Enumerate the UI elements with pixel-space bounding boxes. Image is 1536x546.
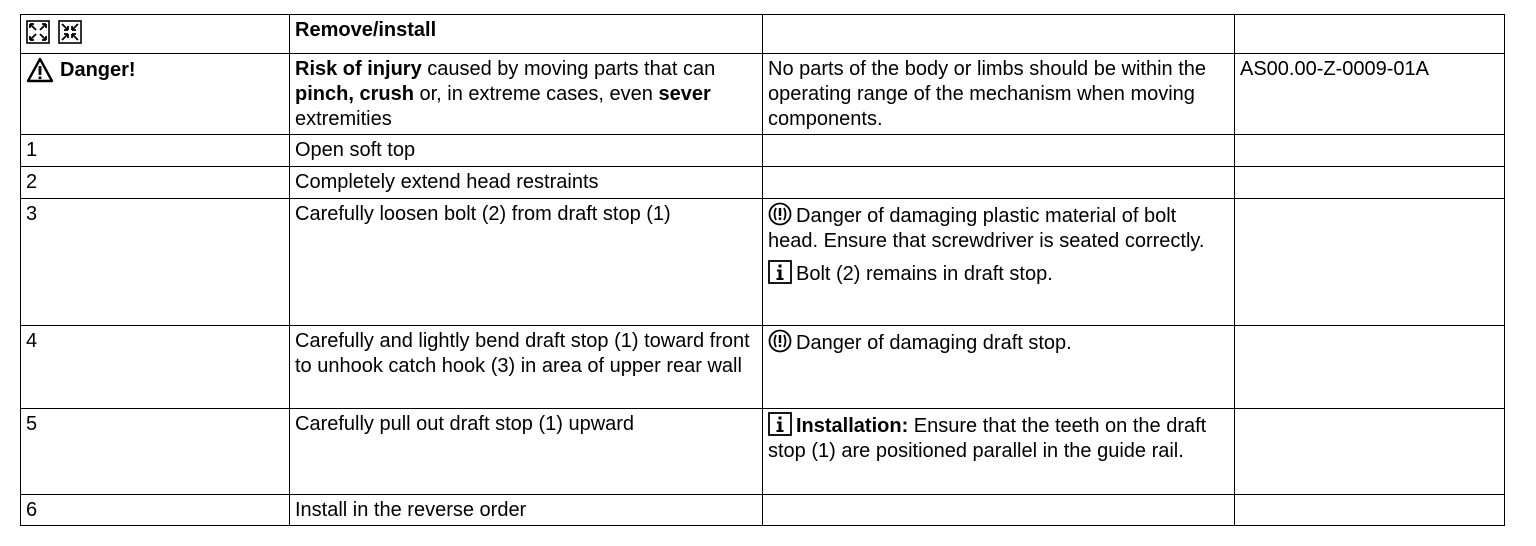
- info-icon: [768, 412, 792, 436]
- note-text: Ensure that the teeth on the draft stop (1) are positioned parallel in the guide rail.: [768, 415, 1207, 462]
- header-title: Remove/install: [290, 15, 763, 54]
- step-ref-cell: [1235, 409, 1505, 495]
- step-ref-cell: [1235, 167, 1505, 199]
- step-ref-cell: [1235, 199, 1505, 326]
- table-row: [21, 495, 1505, 526]
- document-code: AS00.00-Z-0009-01A: [1235, 54, 1505, 135]
- caution-text: Danger of damaging draft stop.: [796, 332, 1072, 354]
- step-number: 2: [21, 167, 290, 199]
- step-ref-cell: [1235, 326, 1505, 409]
- table-row: [21, 199, 1505, 326]
- table-row: [21, 409, 1505, 495]
- table-row: [21, 135, 1505, 167]
- note-bold-label: Installation:: [796, 415, 909, 437]
- step-text: Open soft top: [290, 135, 763, 167]
- step-note-cell: [763, 135, 1235, 167]
- caution-icon: [768, 202, 792, 226]
- caution-icon: [768, 329, 792, 353]
- step-ref-cell: [1235, 495, 1505, 526]
- danger-row: [21, 54, 1505, 135]
- step-text: Carefully loosen bolt (2) from draft stop (1): [290, 199, 763, 326]
- danger-label: Danger!: [60, 58, 136, 81]
- procedure-table: [20, 14, 1505, 526]
- step-number: 1: [21, 135, 290, 167]
- step-note-cell: [763, 409, 1235, 495]
- note-text: Bolt (2) remains in draft stop.: [796, 263, 1053, 285]
- danger-risk-cell: Risk of injury caused by moving parts that can pinch, crush or, in extreme cases, even sever extremities: [290, 54, 763, 135]
- warning-triangle-icon: [26, 57, 54, 83]
- step-text: Install in the reverse order: [290, 495, 763, 526]
- step-text: Carefully pull out draft stop (1) upward: [290, 409, 763, 495]
- info-icon: [768, 260, 792, 284]
- table-row: [21, 167, 1505, 199]
- step-number: 5: [21, 409, 290, 495]
- header-row: [21, 15, 1505, 54]
- step-text: Carefully and lightly bend draft stop (1) toward front to unhook catch hook (3) in area of upper rear wall: [290, 326, 763, 409]
- step-text: Completely extend head restraints: [290, 167, 763, 199]
- header-icons-cell: [21, 15, 290, 54]
- step-number: 6: [21, 495, 290, 526]
- step-note-cell: [763, 167, 1235, 199]
- step-number: 4: [21, 326, 290, 409]
- header-empty-3: [763, 15, 1235, 54]
- step-ref-cell: [1235, 135, 1505, 167]
- table-row: [21, 326, 1505, 409]
- step-number: 3: [21, 199, 290, 326]
- install-symbol-icon: [58, 20, 82, 44]
- header-empty-4: [1235, 15, 1505, 54]
- step-note-cell: [763, 199, 1235, 326]
- step-note-cell: [763, 495, 1235, 526]
- remove-symbol-icon: [26, 20, 50, 44]
- caution-text: Danger of damaging plastic material of bolt head. Ensure that screwdriver is seated correctly.: [768, 205, 1205, 252]
- step-note-cell: [763, 326, 1235, 409]
- danger-remedy: No parts of the body or limbs should be within the operating range of the mechanism when moving components.: [763, 54, 1235, 135]
- danger-label-cell: [21, 54, 290, 135]
